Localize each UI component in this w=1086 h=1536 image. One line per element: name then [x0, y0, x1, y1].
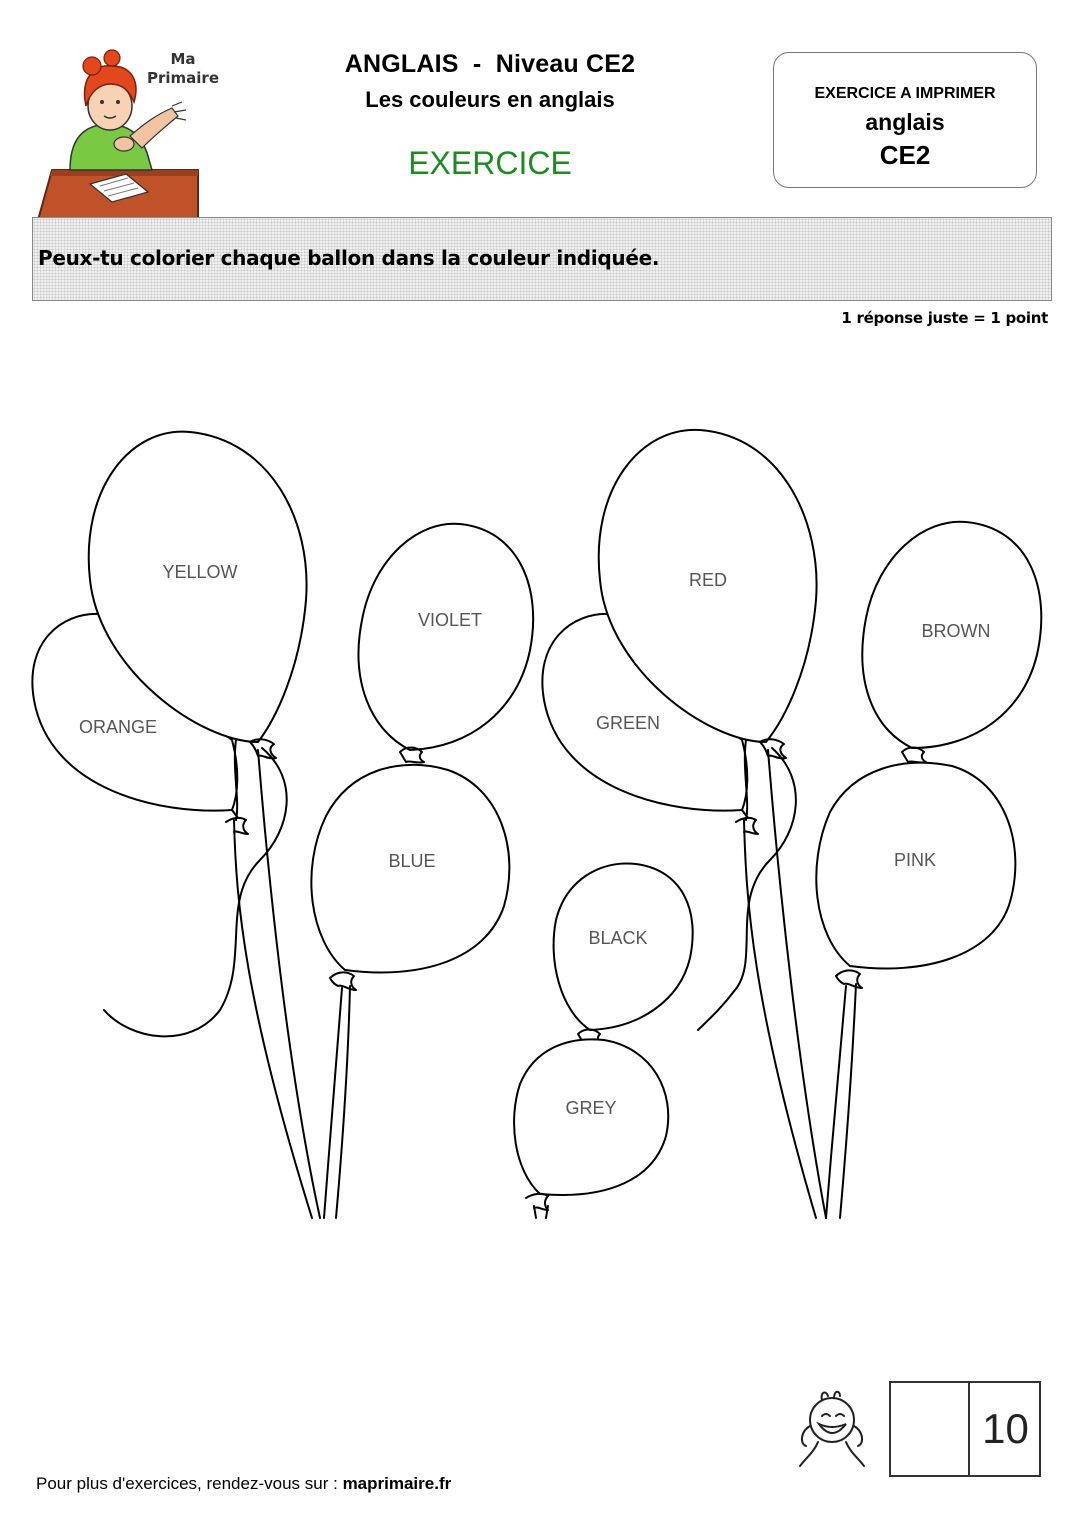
print-box-line1: EXERCICE A IMPRIMER	[814, 85, 996, 102]
balloon-blue[interactable]	[311, 765, 509, 990]
balloon-label-blue: BLUE	[388, 851, 436, 871]
balloon-grey[interactable]	[514, 1039, 668, 1218]
score-earned-field[interactable]	[891, 1383, 968, 1475]
balloon-label-violet: VIOLET	[417, 610, 483, 630]
page-title: ANGLAIS - Niveau CE2	[344, 50, 636, 78]
print-box-line2: anglais	[865, 109, 945, 135]
exercise-label: EXERCICE	[408, 145, 572, 181]
balloon-violet[interactable]	[359, 524, 534, 763]
balloon-pink[interactable]	[816, 763, 1015, 988]
print-box-line3: CE2	[879, 140, 931, 170]
balloon-label-red: RED	[688, 570, 728, 590]
balloon-label-pink: PINK	[893, 850, 937, 870]
balloon-label-brown: BROWN	[921, 621, 991, 641]
score-total: 10	[982, 1405, 1029, 1452]
smiley-icon	[792, 1386, 872, 1470]
logo-text: Ma Primaire	[147, 50, 219, 87]
page-subtitle: Les couleurs en anglais	[365, 87, 615, 112]
balloon-label-black: BLACK	[588, 928, 648, 948]
balloon-brown[interactable]	[862, 522, 1041, 763]
footer	[36, 1474, 451, 1494]
footer-text: Pour plus d'exercices, rendez-vous sur :	[36, 1474, 343, 1493]
score-box	[889, 1381, 1041, 1477]
balloon-black[interactable]	[554, 863, 693, 1044]
balloon-label-orange: ORANGE	[78, 717, 158, 737]
balloon-label-grey: GREY	[565, 1098, 617, 1118]
footer-site-link[interactable]: maprimaire.fr	[342, 1474, 452, 1493]
balloon-label-green: GREEN	[595, 713, 661, 733]
balloon-label-yellow: YELLOW	[162, 562, 238, 582]
score-rule: 1 réponse juste = 1 point	[841, 309, 1048, 327]
instruction-text: Peux-tu colorier chaque ballon dans la couleur indiquée.	[38, 246, 660, 270]
